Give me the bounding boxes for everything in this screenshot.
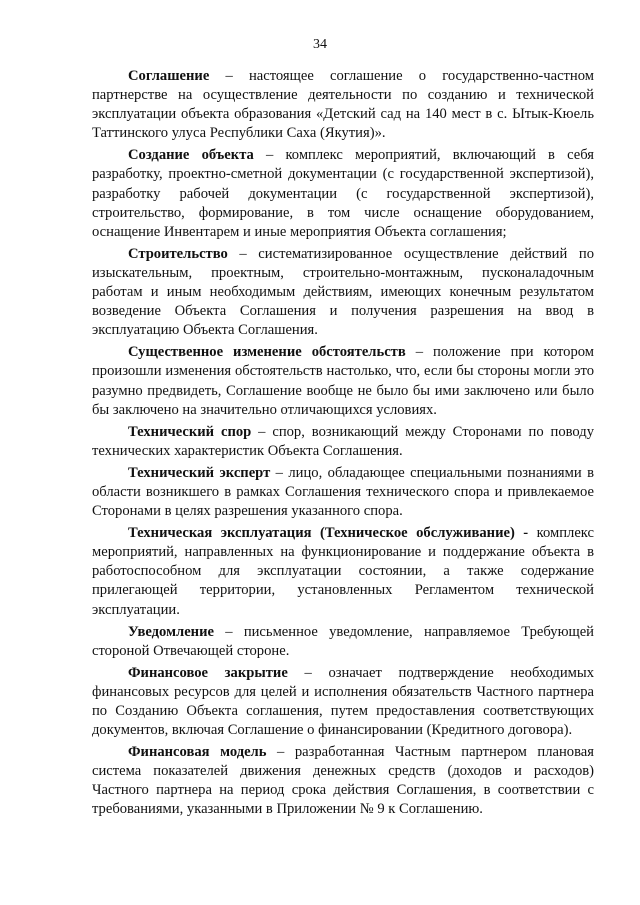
definition-text: – настоящее соглашение о государственно-частном партнерстве на осуществление деятельности по созданию и технической эксплуатации объекта образования «Детский сад на 140 мест в с. Ытык-Кюель Таттинского улуса Республики Саха (Якутия)». — [92, 68, 594, 142]
definition-text: – комплекс мероприятий, включающий в себя разработку, проектно-сметной документации (с государственной экспертизой), разработку рабочей документации (с государственной экспертизой), строительство, формирование, в том числе оснащение оборудованием, оснащение Инвентарем и иные мероприятия Объекта соглашения; — [92, 147, 595, 240]
definition-term: Соглашение — [128, 68, 210, 84]
definition-text: – письменное уведомление, направляемое Требующей стороной Отвечающей стороне. — [92, 623, 594, 659]
definition-paragraph — [92, 67, 594, 143]
definition-text: – означает подтверждение необходимых финансовых ресурсов для целей и исполнения обязательств Частного партнера по Созданию Объекта соглашения, путем предоставления соответствующих документов, включая Соглашение о финансировании (Кредитного договора). — [92, 664, 594, 739]
definition-paragraph — [92, 245, 594, 340]
definition-term: Уведомление — [128, 623, 214, 640]
definition-paragraph — [92, 343, 594, 419]
document-body — [92, 67, 594, 823]
definition-paragraph — [92, 743, 594, 819]
definition-paragraph — [92, 524, 594, 619]
definition-term: Финансовое закрытие — [128, 664, 288, 681]
definition-term: Технический эксперт — [128, 464, 271, 481]
definition-paragraph — [92, 146, 594, 241]
definition-text: – спор, возникающий между Сторонами по поводу технических характеристик Объекта Соглашения. — [92, 423, 595, 459]
definition-text: – систематизированное осуществление действий по изыскательным, проектным, строительно-монтажным, пусконаладочным работам и иным необходимым действиям, имеющих конечным результатом возведение Объекта Соглашения и получения разрешения на ввод в эксплуатацию Объекта Соглашения. — [92, 245, 594, 339]
definition-term: Финансовая модель — [128, 744, 267, 761]
definition-paragraph — [92, 664, 594, 740]
definition-text: – разработанная Частным партнером плановая система показателей движения денежных средств (доходов и расходов) Частного партнера на период срока действия Соглашения, в соответствии с требованиями, указанными в Приложении № 9 к Соглашению. — [92, 744, 594, 818]
page-number: 34 — [313, 37, 327, 52]
definition-paragraph — [92, 464, 594, 521]
definition-text: – лицо, обладающее специальными познаниями в области возникшего в рамках Соглашения технического спора и привлекаемое Сторонами в целях разрешения указанного спора. — [92, 464, 594, 520]
definition-term: Создание объекта — [128, 147, 254, 164]
definition-text: – положение при котором произошли изменения обстоятельств настолько, что, если бы стороны могли это разумно предвидеть, Соглашение вообще не было бы ими заключено или было бы заключено на значительно отличающихся условиях. — [92, 344, 594, 418]
definition-term: Технический спор — [128, 423, 252, 440]
definition-term: Строительство — [128, 245, 228, 262]
definition-term: Существенное изменение обстоятельств — [128, 344, 406, 361]
definition-paragraph — [92, 623, 594, 661]
definition-paragraph — [92, 423, 594, 461]
definition-term: Техническая эксплуатация (Техническое обслуживание) - — [128, 525, 529, 542]
definition-text: комплекс мероприятий, направленных на функционирование и поддержание объекта в работоспособном для эксплуатации состоянии, а также содержание прилегающей территории, установленных Регламентом технической эксплуатации. — [92, 525, 595, 618]
